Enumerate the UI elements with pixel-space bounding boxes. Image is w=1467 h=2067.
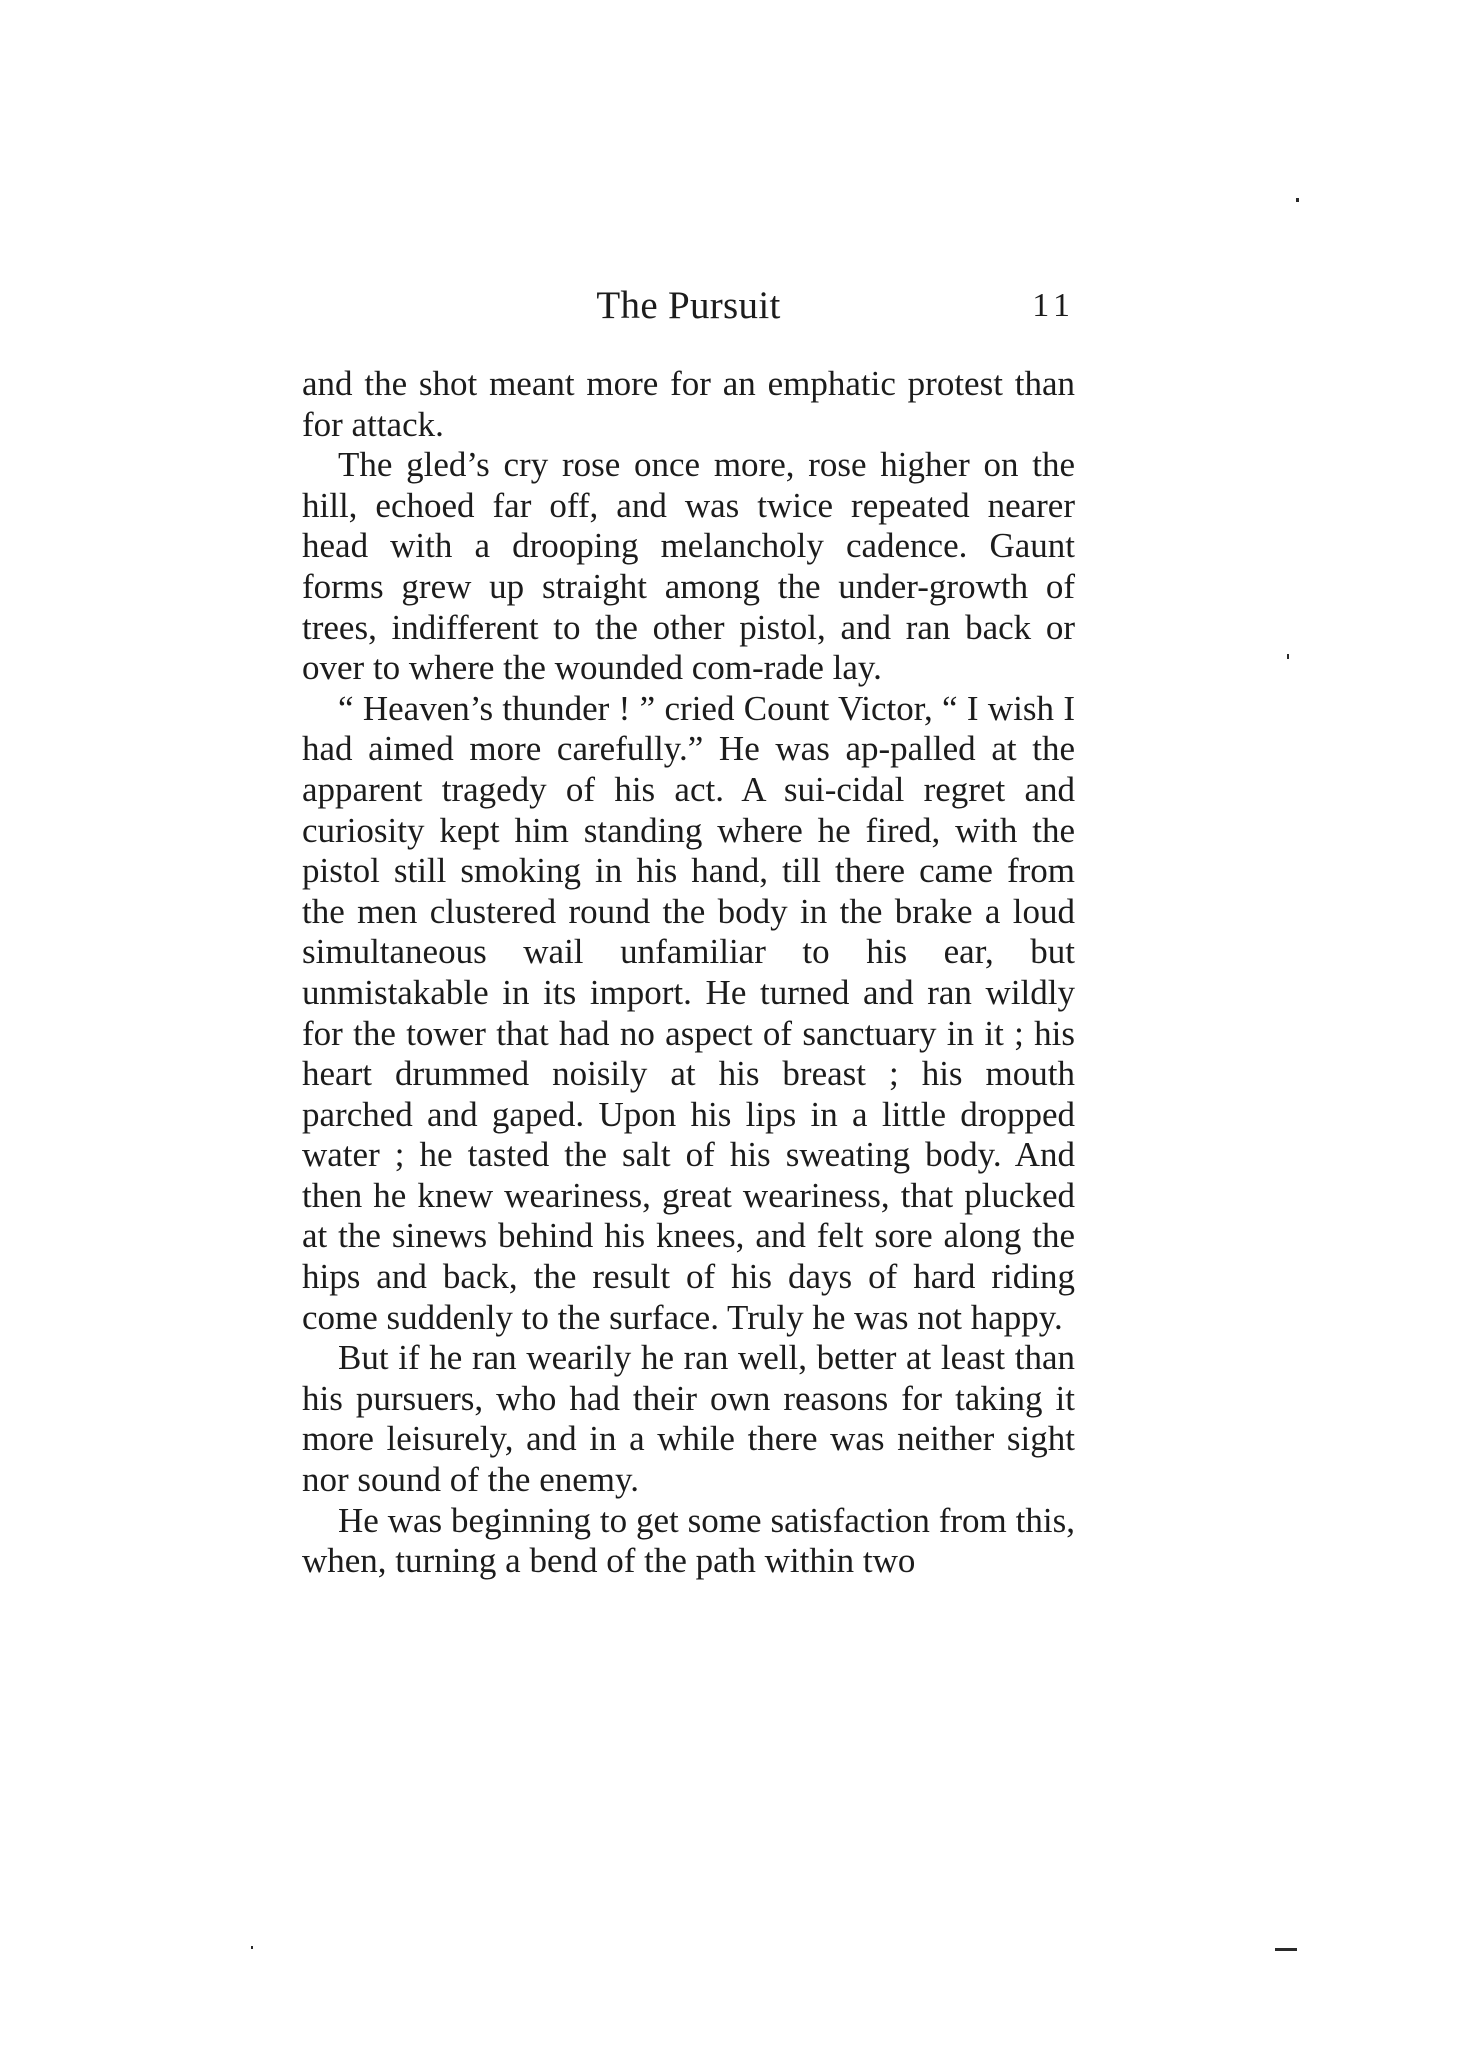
- paragraph-continued: and the shot meant more for an emphatic protest than for attack.: [302, 364, 1075, 444]
- paragraph-gled-cry: The gled’s cry rose once more, rose higher on the hill, echoed far off, and was twice repeated nearer head with a drooping melancholy cadence. Gaunt forms grew up straight among the under-growth of trees, indifferent to the other pistol, and ran back or over to where the wounded com-rade lay.: [302, 445, 1075, 688]
- page-header: [302, 278, 1075, 334]
- scan-speck: [1287, 654, 1289, 659]
- paragraph-ran-wearily: But if he ran wearily he ran well, better at least than his pursuers, who had their own reasons for taking it more leisurely, and in a while there was neither sight nor sound of the enemy.: [302, 1338, 1075, 1500]
- scan-dash-mark: [1275, 1948, 1297, 1951]
- body-text: [302, 364, 1075, 1582]
- running-title: The Pursuit: [596, 284, 781, 327]
- scan-speck: [251, 1946, 253, 1949]
- paragraph-satisfaction: He was beginning to get some satisfaction from this, when, turning a bend of the path within two: [302, 1500, 1075, 1581]
- paragraph-heavens-thunder: “ Heaven’s thunder ! ” cried Count Victor, “ I wish I had aimed more carefully.” He was ap-palled at the apparent tragedy of his act. A sui-cidal regret and curiosity kept him standing where he fired, with the pistol still smoking in his hand, till there came from the men clustered round the body in the brake a loud simultaneous wail unfamiliar to his ear, but unmistakable in its import. He turned and ran wildly for the tower that had no aspect of sanctuary in it ; his heart drummed noisily at his breast ; his mouth parched and gaped. Upon his lips in a little dropped water ; he tasted the salt of his sweating body. And then he knew weariness, great weariness, that plucked at the sinews behind his knees, and felt sore along the hips and back, the result of his days of hard riding come suddenly to the surface. Truly he was not happy.: [302, 688, 1075, 1337]
- page-number: 11: [1032, 287, 1075, 324]
- scan-speck: [1296, 198, 1299, 202]
